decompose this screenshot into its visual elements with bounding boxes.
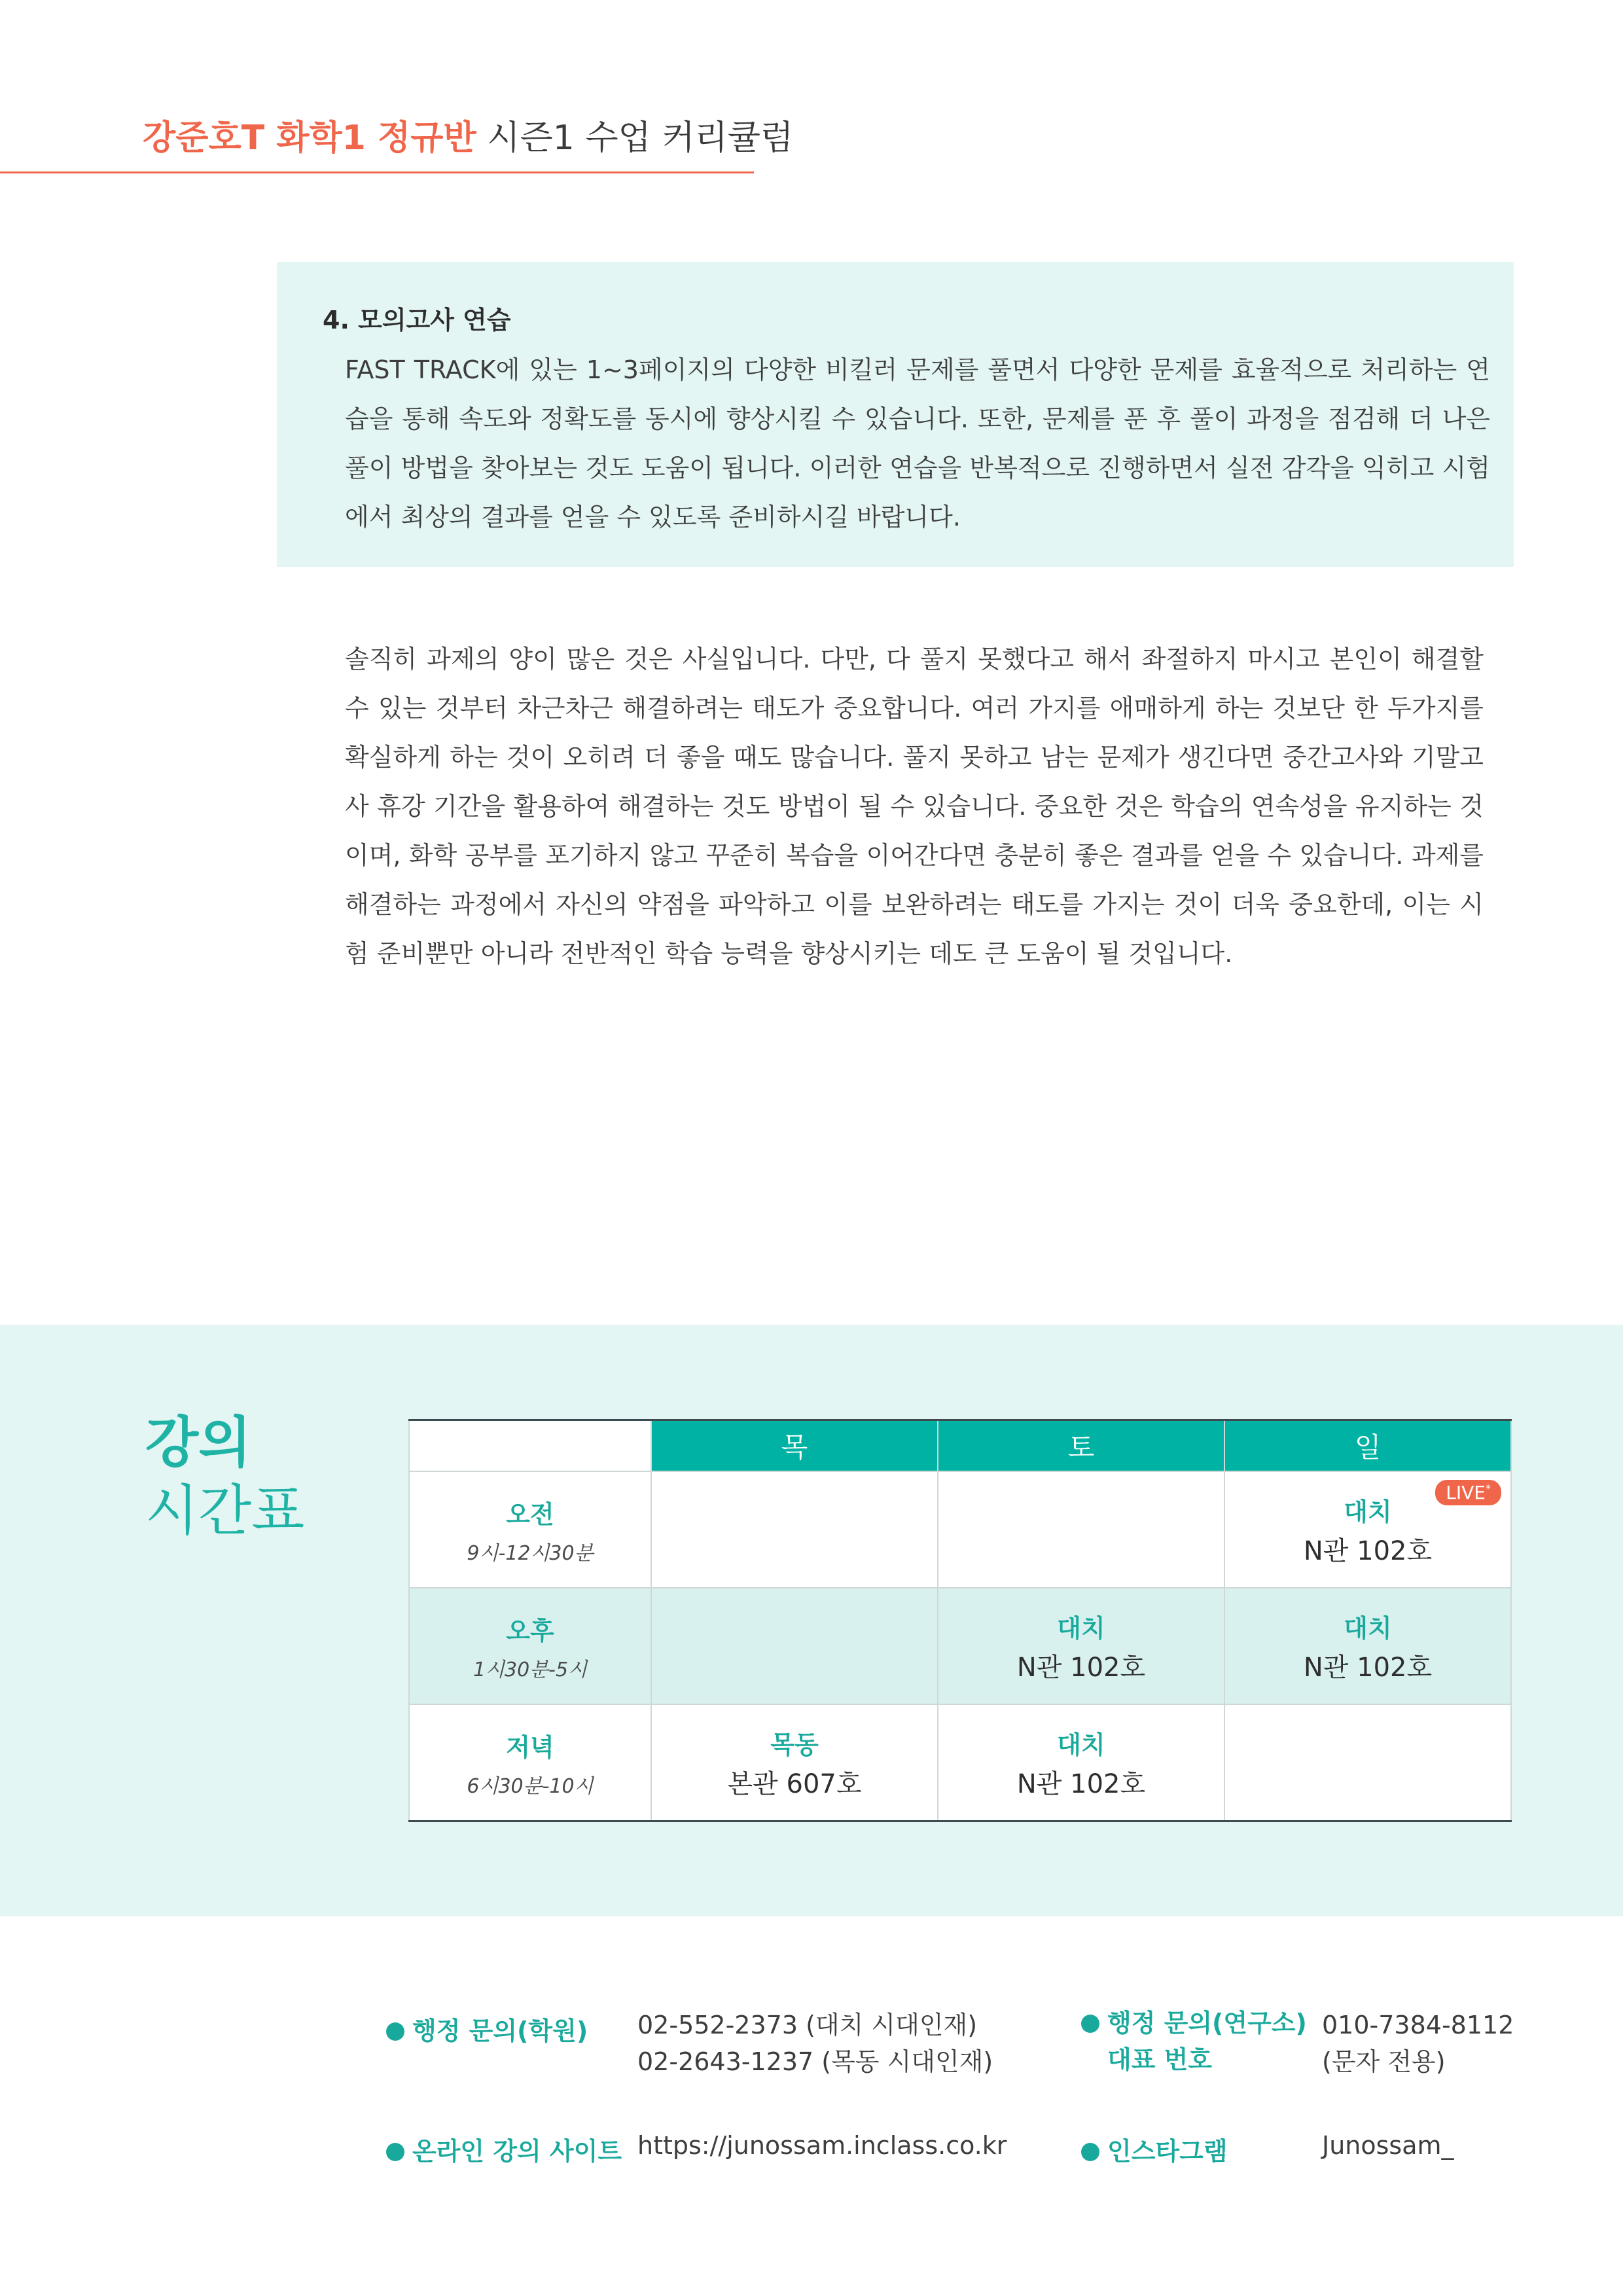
- body-paragraph: 솔직히 과제의 양이 많은 것은 사실입니다. 다만, 다 풀지 못했다고 해서 좌절하지 마시고 본인이 해결할 수 있는 것부터 차근차근 해결하려는 태도가 중요합니다. 여러 가지를 애매하게 하는 것보단 한 두가지를 확실하게 하는 것이 오히려 더 좋을 때도 많습니다. 풀지 못하고 남는 문제가 생긴다면 중간고사와 기말고사 휴강 기간을 활용하여 해결하는 것도 방법이 될 수 있습니다. 중요한 것은 학습의 연속성을 유지하는 것이며, 화학 공부를 포기하지 않고 꾸준히 복습을 이어간다면 충분히 좋은 결과를 얻을 수 있습니다. 과제를 해결하는 과정에서 자신의 약점을 파악하고 이를 보완하려는 태도를 가지는 것이 더욱 중요한데, 이는 시험 준비뿐만 아니라 전반적인 학습 능력을 향상시키는 데도 큰 도움이 될 것입니다.: [345, 645, 1484, 968]
- cell-afternoon-thu: [651, 1588, 938, 1704]
- schedule-title-line2: 시간표: [145, 1479, 305, 1543]
- contact-phone-mokdong: 02-2643-1237 (목동 시대인재): [637, 2047, 993, 2076]
- contact-phone-lab: 010-7384-8112: [1322, 2011, 1514, 2039]
- contact-online-url[interactable]: https://junossam.inclass.co.kr: [637, 2131, 1007, 2160]
- cell-morning-thu: [651, 1471, 938, 1588]
- tip-title: 4. 모의고사 연습: [323, 306, 511, 334]
- contact-phone-daechi: 02-552-2373 (대치 시대인재): [637, 2011, 978, 2039]
- period-name: 오후: [506, 1616, 554, 1645]
- contact-instagram-handle[interactable]: Junossam_: [1322, 2131, 1454, 2160]
- cell-morning-sun: [1224, 1471, 1511, 1588]
- cell-place: 대치: [1344, 1498, 1392, 1526]
- cell-room: N관 102호: [1303, 1653, 1433, 1683]
- live-badge-star: *: [1486, 1482, 1491, 1495]
- cell-room: N관 102호: [1016, 1769, 1146, 1799]
- period-evening: [409, 1704, 651, 1821]
- cell-afternoon-sun: [1224, 1588, 1511, 1704]
- header-divider: [0, 171, 754, 173]
- cell-evening-sun: [1224, 1704, 1511, 1821]
- header-title-rest: 시즌1 수업 커리큘럼: [476, 118, 794, 158]
- cell-room: 본관 607호: [727, 1769, 862, 1799]
- cell-evening-thu: [651, 1704, 938, 1821]
- table-row-morning: [409, 1471, 1511, 1588]
- table-row-evening: [409, 1704, 1511, 1821]
- schedule-section: [0, 1325, 1623, 1916]
- cell-room: N관 102호: [1303, 1536, 1433, 1566]
- page-header: [143, 110, 793, 159]
- tip-box: [277, 262, 1514, 567]
- cell-evening-sat: [938, 1704, 1224, 1821]
- bullet-dot-icon: [1081, 2015, 1099, 2033]
- cell-place: 대치: [1057, 1614, 1105, 1643]
- contact-label: 온라인 강의 사이트: [412, 2137, 622, 2166]
- contact-label-sub: 대표 번호: [1107, 2045, 1213, 2074]
- table-row-afternoon: [409, 1588, 1511, 1704]
- contact-label: 행정 문의(학원): [412, 2017, 588, 2045]
- contact-admin-lab: [1081, 2005, 1307, 2078]
- day-header-thu: 목: [651, 1420, 938, 1472]
- timetable: [408, 1419, 1512, 1822]
- contact-label: 행정 문의(연구소): [1107, 2009, 1307, 2037]
- cell-place: 대치: [1057, 1731, 1105, 1759]
- period-time: 9시-12시30분: [467, 1541, 594, 1565]
- period-name: 오전: [506, 1499, 554, 1529]
- contact-admin-academy-values: [637, 2007, 993, 2080]
- cell-place: 목동: [770, 1731, 819, 1759]
- live-badge: [1435, 1480, 1501, 1505]
- contact-phone-note: (문자 전용): [1322, 2047, 1446, 2076]
- contact-online: [386, 2131, 622, 2167]
- period-name: 저녁: [506, 1732, 554, 1762]
- header-title-accent: 강준호T 화학1 정규반: [143, 118, 476, 158]
- period-morning: [409, 1471, 651, 1588]
- period-afternoon: [409, 1588, 651, 1704]
- bullet-dot-icon: [386, 2022, 404, 2041]
- period-time: 6시30분-10시: [467, 1774, 594, 1798]
- contact-admin-academy: [386, 2011, 588, 2047]
- day-header-sun: 일: [1224, 1420, 1511, 1472]
- timetable-corner: [409, 1420, 651, 1472]
- contact-label: 인스타그램: [1107, 2137, 1228, 2166]
- bullet-dot-icon: [1081, 2143, 1099, 2161]
- schedule-title: [145, 1408, 304, 1545]
- live-badge-text: LIVE: [1446, 1482, 1486, 1503]
- contact-admin-lab-values: [1322, 2007, 1514, 2080]
- cell-room: N관 102호: [1016, 1653, 1146, 1683]
- bullet-dot-icon: [386, 2143, 404, 2161]
- period-time: 1시30분-5시: [473, 1658, 588, 1681]
- cell-morning-sat: [938, 1471, 1224, 1588]
- schedule-title-line1: 강의: [145, 1410, 252, 1475]
- contact-instagram: [1081, 2131, 1228, 2167]
- tip-text: FAST TRACK에 있는 1~3페이지의 다양한 비킬러 문제를 풀면서 다양한 문제를 효율적으로 처리하는 연습을 통해 속도와 정확도를 동시에 향상시킬 수 있습니다. 또한, 문제를 푼 후 풀이 과정을 점검해 더 나은 풀이 방법을 찾아보는 것도 도움이 됩니다. 이러한 연습을 반복적으로 진행하면서 실전 감각을 익히고 시험에서 최상의 결과를 얻을 수 있도록 준비하시길 바랍니다.: [345, 355, 1490, 531]
- cell-afternoon-sat: [938, 1588, 1224, 1704]
- day-header-sat: 토: [938, 1420, 1224, 1472]
- cell-place: 대치: [1344, 1614, 1392, 1643]
